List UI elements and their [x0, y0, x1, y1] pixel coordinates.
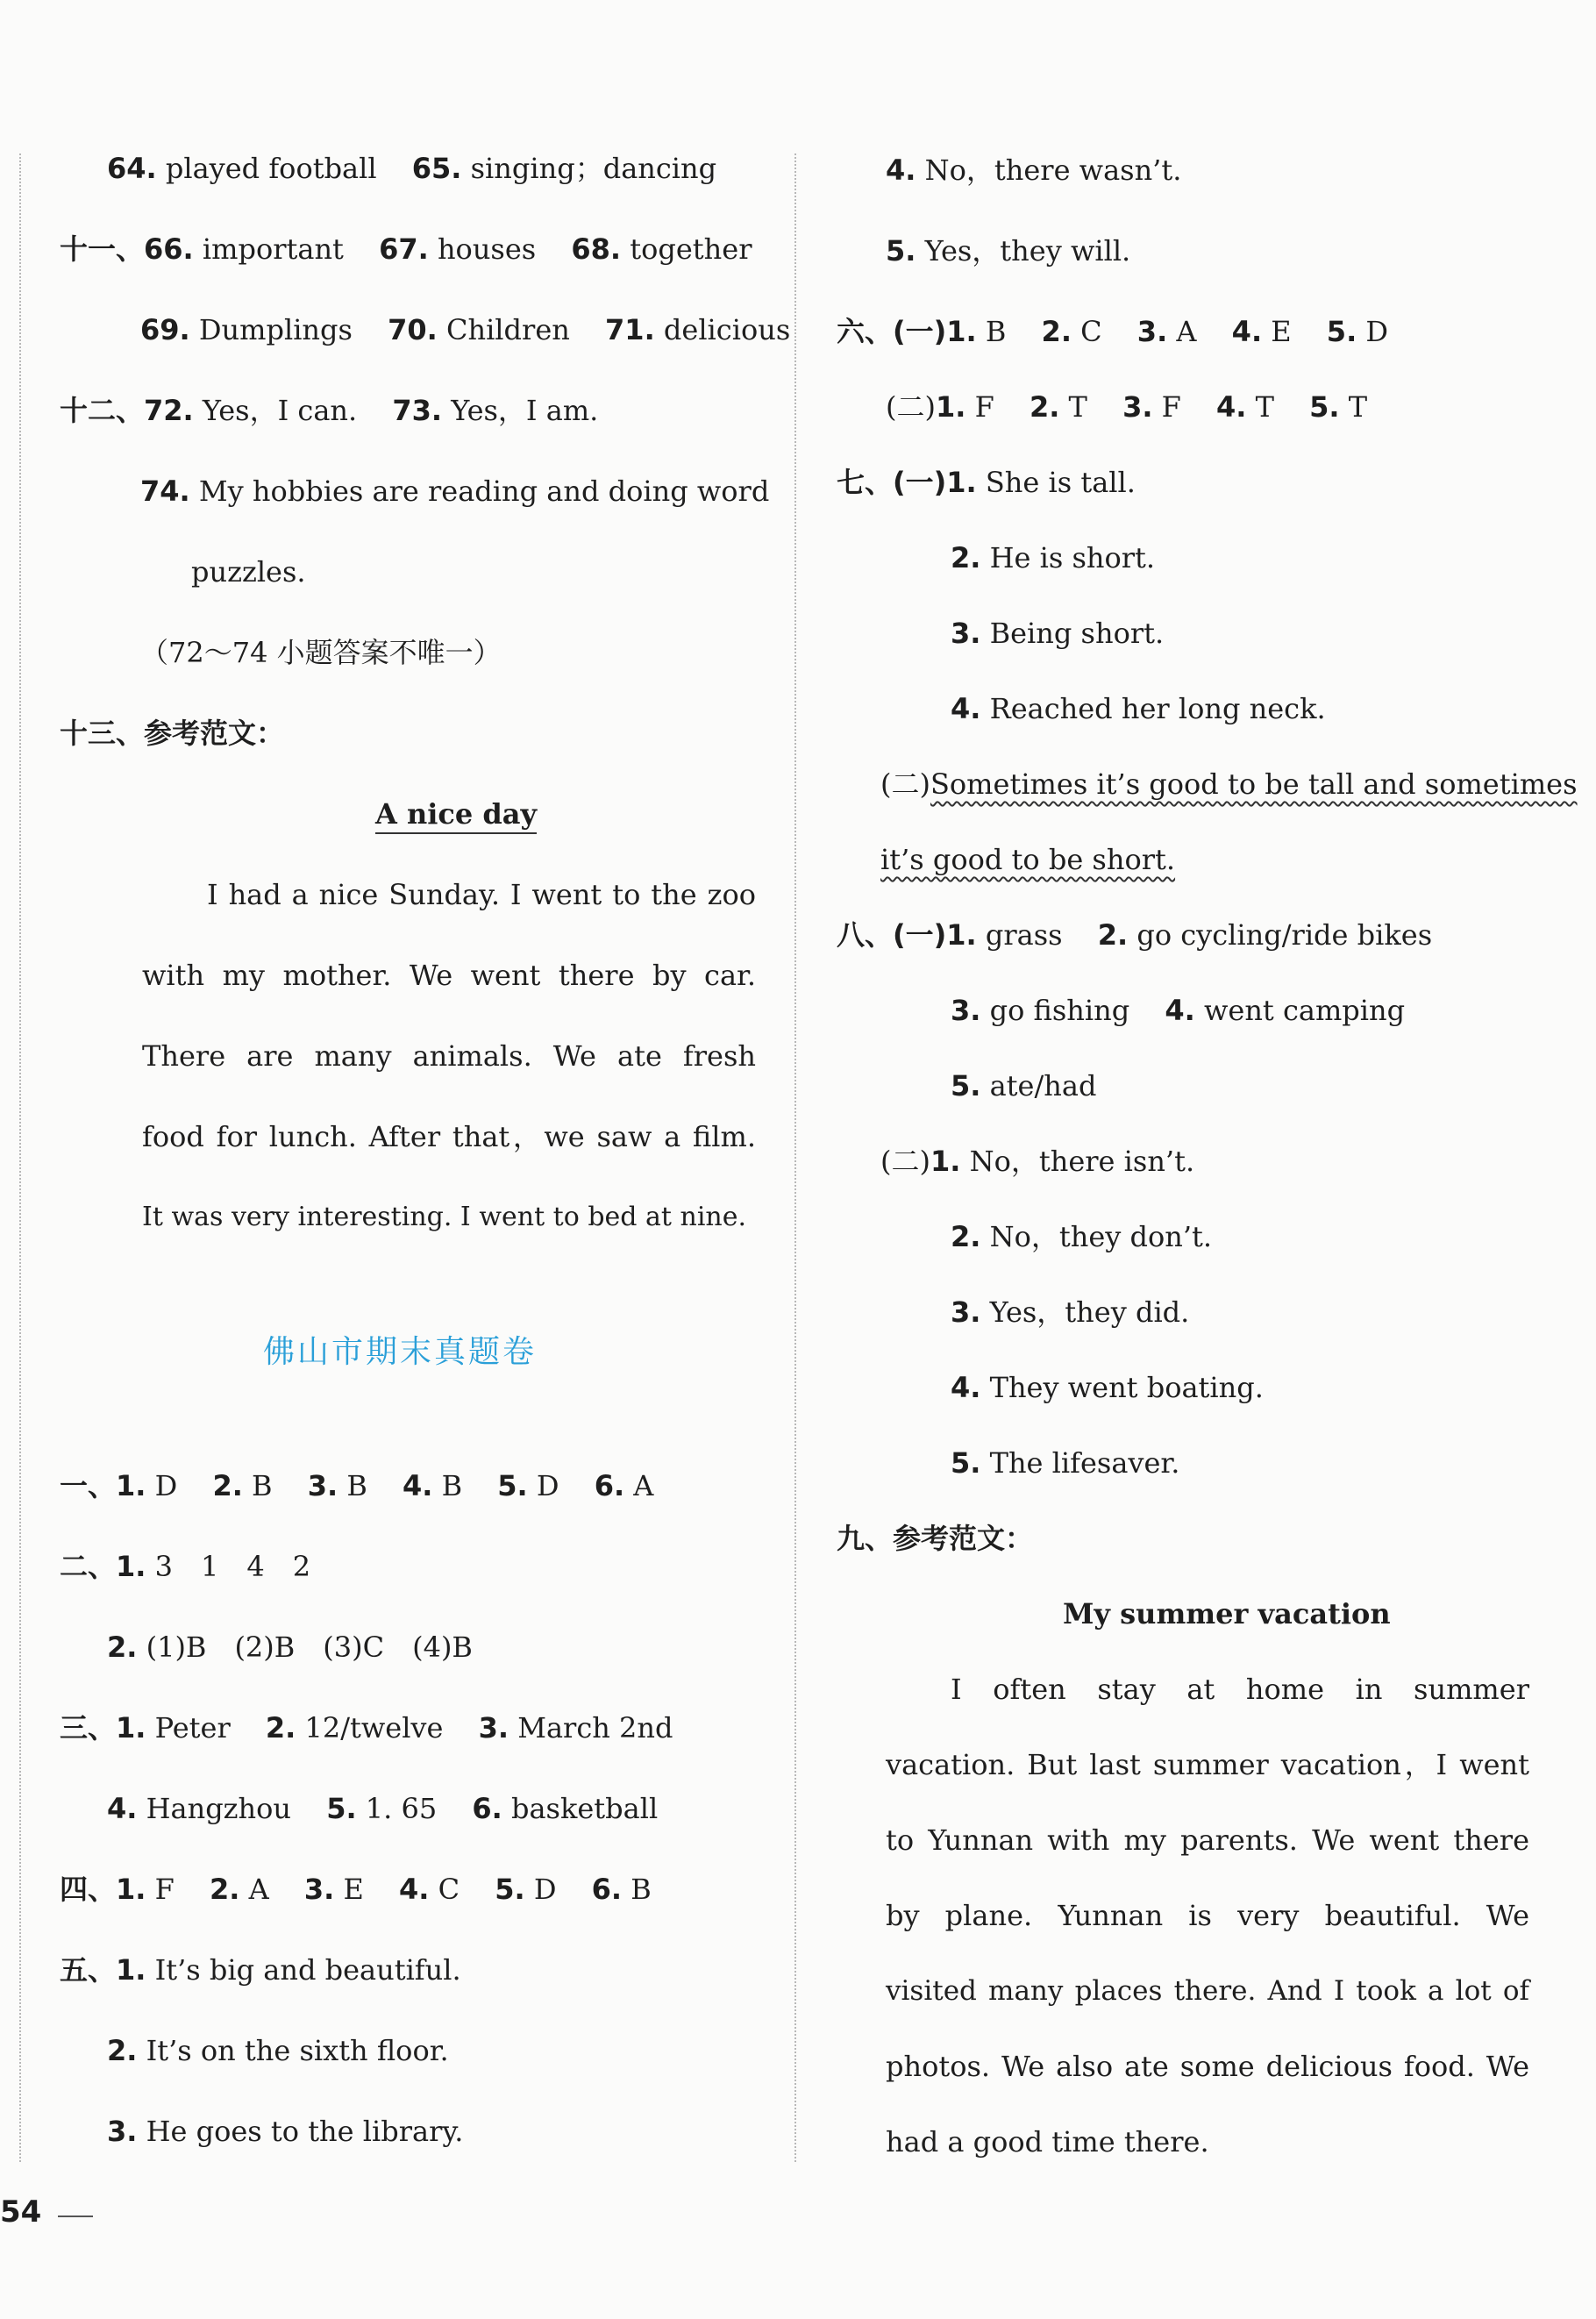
section-title: 佛山市期末真题卷 [263, 1334, 538, 1370]
answer-line-64-65: 64. played football 65. singing；dancing [107, 152, 717, 185]
answer-note: （72～74 小题答案不唯一） [140, 636, 502, 669]
essay-line: to Yunnan with my parents. We went there [886, 1823, 1529, 1857]
section-1-answers: 一、1. D 2. B 3. B 4. B 5. D 6. A [60, 1469, 654, 1502]
section-7-line-4: 4. Reached her long neck. [951, 692, 1326, 725]
section-8-part-2-line-5: 5. The lifesaver. [951, 1446, 1180, 1480]
right-line-2: 5. Yes，they will. [886, 234, 1131, 268]
essay-title-right: My summer vacation [1063, 1597, 1391, 1630]
essay-line: had a good time there. [886, 2125, 1209, 2158]
section-13-heading: 十三、参考范文： [60, 717, 285, 750]
page-number-dash [58, 2216, 93, 2217]
section-3-line-2: 4. Hangzhou 5. 1. 65 6. basketball [107, 1792, 659, 1825]
left-margin-rule [19, 153, 21, 2162]
section-7-part-2: (二)Sometimes it’s good to be tall and sometimes [880, 767, 1578, 801]
section-6-part-1: 六、(一)1. B 2. C 3. A 4. E 5. D [837, 315, 1389, 348]
section-12-line: 十二、72. Yes，I can. 73. Yes，I am. [60, 394, 599, 427]
section-5-line-3: 3. He goes to the library. [107, 2115, 464, 2148]
section-8-part-2-line-1: (二)1. No，there isn’t. [880, 1145, 1195, 1178]
section-8-line-1: 八、(一)1. grass 2. go cycling/ride bikes [837, 918, 1433, 952]
section-7-line-2: 2. He is short. [951, 541, 1156, 574]
essay-line: There are many animals. We ate fresh [142, 1039, 756, 1073]
section-7-line-3: 3. Being short. [951, 617, 1165, 650]
section-7-line-1: 七、(一)1. She is tall. [837, 466, 1136, 499]
answer-line-69-71: 69. Dumplings 70. Children 71. delicious [140, 313, 791, 346]
section-2-line-1: 二、1. 3 1 4 2 [60, 1550, 311, 1583]
section-4-answers: 四、1. F 2. A 3. E 4. C 5. D 6. B [60, 1873, 652, 1906]
section-5-line-2: 2. It’s on the sixth floor. [107, 2034, 449, 2067]
answer-line-74-cont: puzzles. [191, 555, 306, 589]
essay-title-left: A nice day [375, 795, 537, 833]
section-2-line-2: 2. (1)B (2)B (3)C (4)B [107, 1630, 473, 1664]
essay-line: vacation. But last summer vacation，I went [886, 1748, 1529, 1781]
section-7-part-2-cont: it’s good to be short. [880, 843, 1176, 876]
page-number: 54 [0, 2194, 42, 2230]
column-divider [794, 153, 796, 2162]
section-6-part-2: (二)1. F 2. T 3. F 4. T 5. T [886, 390, 1368, 424]
essay-line: food for lunch. After that，we saw a film. [142, 1120, 756, 1153]
essay-line: visited many places there. And I took a lot of [886, 1975, 1529, 2007]
section-9-heading: 九、参考范文： [837, 1522, 1034, 1555]
section-8-part-2-line-3: 3. Yes，they did. [951, 1295, 1190, 1329]
section-8-part-2-line-4: 4. They went boating. [951, 1371, 1264, 1404]
essay-line: I had a nice Sunday. I went to the zoo [207, 878, 756, 911]
essay-line: with my mother. We went there by car. [142, 959, 756, 992]
essay-line: It was very interesting. I went to bed at nine. [142, 1202, 747, 1232]
essay-line: photos. We also ate some delicious food. We [886, 2050, 1529, 2083]
section-8-line-2: 3. go fishing 4. went camping [951, 994, 1406, 1027]
section-11-line: 十一、66. important 67. houses 68. together [60, 232, 752, 266]
section-8-line-3: 5. ate/had [951, 1069, 1097, 1102]
section-3-line-1: 三、1. Peter 2. 12/twelve 3. March 2nd [60, 1711, 673, 1745]
essay-line: by plane. Yunnan is very beautiful. We [886, 1899, 1529, 1932]
right-line-1: 4. No，there wasn’t. [886, 153, 1182, 187]
essay-line: I often stay at home in summer [951, 1673, 1529, 1706]
section-8-part-2-line-2: 2. No，they don’t. [951, 1220, 1213, 1253]
section-5-line-1: 五、1. It’s big and beautiful. [60, 1953, 461, 1987]
answer-line-74: 74. My hobbies are reading and doing word [140, 475, 770, 508]
